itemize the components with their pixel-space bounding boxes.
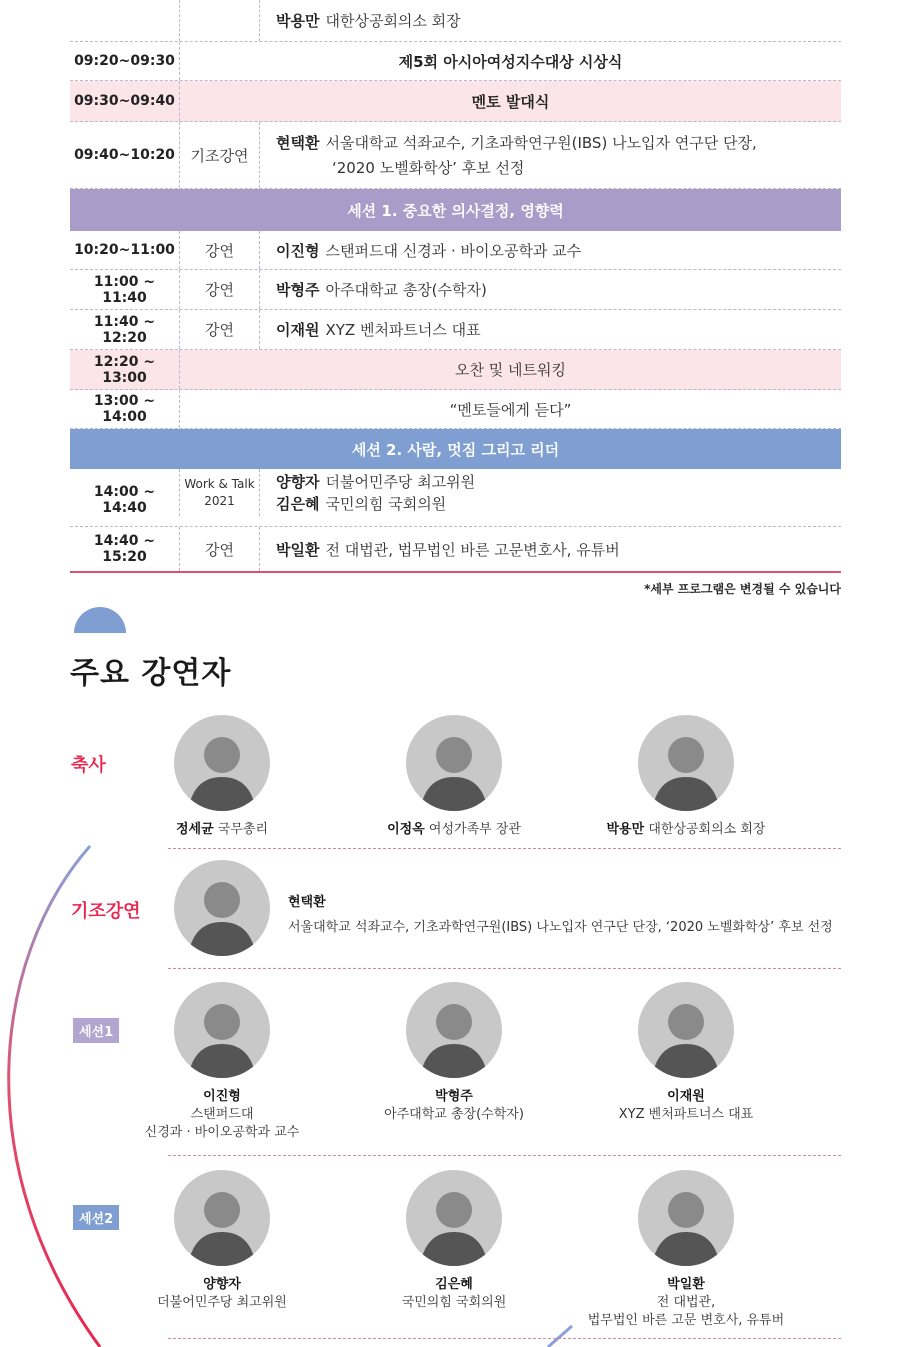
time-cell: 11:40 ~ 12:20 (70, 310, 180, 349)
time-cell: 09:20~09:30 (70, 42, 180, 80)
speaker-name: 현택환 (276, 134, 320, 152)
event-title: “멘토들에게 듣다” (449, 400, 572, 419)
speaker-title: 더불어민주당 최고위원 (325, 472, 476, 491)
speaker-title: XYZ 벤처파트너스 대표 (618, 1107, 754, 1122)
speaker-name: 이재원 (667, 1089, 705, 1104)
schedule-row (70, 469, 841, 527)
speaker-photo (406, 715, 502, 811)
divider (168, 848, 841, 849)
speaker-photo (406, 1170, 502, 1266)
schedule-row (70, 122, 841, 189)
type-cell (180, 469, 260, 516)
speaker-name: 이재원 (276, 321, 320, 339)
speaker-photo (638, 715, 734, 811)
speaker-title: 서울대학교 석좌교수, 기초과학연구원(IBS) 나노입자 연구단 단장, (325, 134, 757, 152)
speaker-name: 양향자 (203, 1277, 241, 1292)
speaker-caption (344, 1276, 564, 1312)
speaker-photo (174, 715, 270, 811)
time-cell: 14:40 ~ 15:20 (70, 527, 180, 571)
desc-cell (260, 10, 841, 31)
schedule-row (70, 310, 841, 350)
speaker-title-line2: ‘2020 노벨화학상’ 후보 선정 (332, 159, 525, 177)
divider (168, 1155, 841, 1156)
speaker-caption (334, 821, 574, 839)
event-title: 멘토 발대식 (471, 92, 550, 111)
desc-cell (260, 539, 841, 560)
schedule-row (70, 0, 841, 42)
type-line2: 2021 (204, 493, 235, 508)
desc-cell (260, 240, 841, 261)
speaker-photo (638, 982, 734, 1078)
speaker-title: 스탠퍼드대 (190, 1107, 254, 1122)
speaker-title: 국무총리 (217, 822, 269, 837)
speaker-title: 여성가족부 장관 (428, 822, 521, 837)
schedule-row (70, 231, 841, 270)
time-cell (70, 0, 180, 41)
type-cell: 강연 (180, 527, 260, 571)
speaker-title: XYZ 벤처파트너스 대표 (325, 321, 481, 339)
time-cell: 12:20 ~ 13:00 (70, 350, 180, 389)
speaker-photo (174, 1170, 270, 1266)
speaker-caption (566, 1276, 806, 1330)
speaker-name: 박형주 (435, 1089, 473, 1104)
type-cell: 강연 (180, 231, 260, 269)
speaker-caption (112, 1088, 332, 1142)
desc-cell (260, 319, 841, 340)
category-congrats: 축사 (71, 755, 106, 776)
schedule-row (70, 42, 841, 81)
event-title: 오찬 및 네트워킹 (455, 361, 566, 379)
program-schedule (70, 0, 841, 573)
speaker-name: 이정옥 (387, 822, 425, 837)
divider (168, 968, 841, 969)
speaker-title: 전 대법관, (656, 1295, 716, 1310)
speaker-title-line2: 신경과 · 바이오공학과 교수 (144, 1125, 300, 1140)
speaker-photo (406, 982, 502, 1078)
speaker-name: 양향자 (276, 472, 320, 491)
speaker-name: 김은혜 (276, 494, 320, 513)
time-cell: 14:00 ~ 14:40 (70, 469, 180, 516)
time-cell: 10:20~11:00 (70, 231, 180, 269)
time-cell: 09:30~09:40 (70, 81, 180, 121)
desc-cell (260, 279, 841, 300)
speaker-title: 아주대학교 총장(수학자) (325, 281, 487, 299)
speaker-photo (638, 1170, 734, 1266)
event-title: 제5회 아시아여성지수대상 시상식 (398, 52, 623, 71)
speaker-title: 스탠퍼드대 신경과 · 바이오공학과 교수 (325, 241, 582, 260)
speaker-name: 정세균 (175, 822, 214, 837)
speaker-name: 박일환 (276, 540, 320, 559)
speaker-photo (174, 860, 270, 956)
schedule-row (70, 390, 841, 429)
session-band-2: 세션 2. 사람, 멋짐 그리고 리더 (70, 429, 841, 469)
schedule-row (70, 81, 841, 122)
speaker-photo (174, 982, 270, 1078)
category-session1: 세션1 (73, 1018, 119, 1043)
type-cell: 기조강연 (180, 122, 260, 188)
speaker-title: 대한상공회의소 회장 (648, 822, 766, 837)
category-keynote: 기조강연 (71, 901, 141, 922)
speaker-name: 김은혜 (435, 1277, 473, 1292)
speaker-name: 박용만 (276, 12, 320, 30)
speaker-caption (566, 821, 806, 839)
time-cell: 11:00 ~ 11:40 (70, 270, 180, 309)
schedule-row (70, 350, 841, 390)
speaker-caption (344, 1088, 564, 1124)
speaker-title: 국민의힘 국회의원 (325, 494, 447, 513)
speaker-name: 박형주 (276, 281, 320, 299)
speaker-caption (102, 821, 342, 839)
type-cell: 강연 (180, 270, 260, 309)
speaker-name: 박일환 (667, 1277, 705, 1292)
speaker-name: 이진형 (276, 241, 320, 260)
speaker-name: 이진형 (203, 1089, 241, 1104)
speaker-title: 전 대법관, 법무법인 바른 고문변호사, 유튜버 (325, 540, 620, 559)
speaker-title: 대한상공회의소 회장 (325, 12, 461, 30)
keynote-speaker-name: 현택환 (288, 895, 326, 910)
schedule-row (70, 527, 841, 573)
speaker-name: 박용만 (606, 822, 645, 837)
speaker-title: 아주대학교 총장(수학자) (384, 1107, 524, 1122)
category-session2: 세션2 (73, 1205, 119, 1230)
desc-cell (260, 471, 841, 515)
speaker-title: 더불어민주당 최고위원 (157, 1295, 287, 1310)
section-title: 주요 강연자 (70, 656, 232, 691)
speaker-title: 국민의힘 국회의원 (401, 1295, 507, 1310)
type-line1: Work & Talk (184, 476, 255, 491)
type-cell: 강연 (180, 310, 260, 349)
section-marker (74, 607, 126, 633)
speaker-title-line2: 법무법인 바른 고문 변호사, 유튜버 (587, 1313, 785, 1328)
keynote-speaker-title: 서울대학교 석좌교수, 기초과학연구원(IBS) 나노입자 연구단 단장, ‘2020 노벨화학상’ 후보 선정 (288, 920, 833, 935)
schedule-row (70, 270, 841, 310)
time-cell: 09:40~10:20 (70, 122, 180, 188)
speaker-caption (576, 1088, 796, 1124)
session-band-1: 세션 1. 중요한 의사결정, 영향력 (70, 189, 841, 231)
time-cell: 13:00 ~ 14:00 (70, 390, 180, 428)
speaker-caption (112, 1276, 332, 1312)
footnote: *세부 프로그램은 변경될 수 있습니다 (644, 582, 841, 596)
type-cell (180, 0, 260, 41)
desc-cell (260, 132, 841, 178)
divider (168, 1338, 841, 1339)
